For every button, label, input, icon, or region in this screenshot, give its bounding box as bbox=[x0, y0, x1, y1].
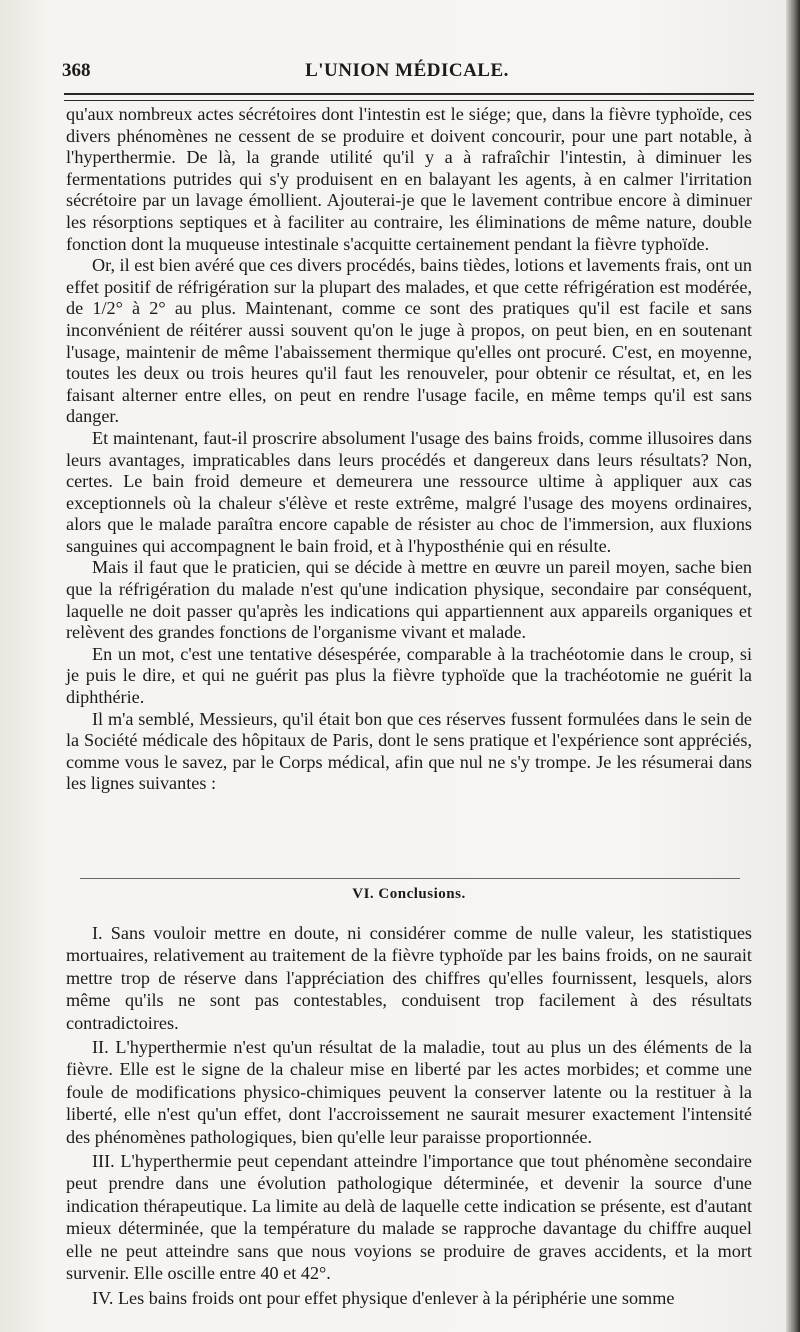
conclusion-item: II. L'hyperthermie n'est qu'un résultat de la maladie, tout au plus un des éléments de la fièvre. Elle est le signe de la chaleur mise en liberté par les actes morbides; et comme une foule de modifications physico-chimiques peuvent la conserver latente ou la restituer à la liberté, elle n'est qu'un effet, dont l'accroissement ne saurait mesurer exactement l'intensité des phénomènes pathologiques, bien qu'elle leur paraisse proportionnée. bbox=[66, 1037, 752, 1147]
paragraph: En un mot, c'est une tentative désespérée, comparable à la trachéotomie dans le croup, si je puis le dire, et qui ne guérit pas plus la fièvre typhoïde que la trachéotomie ne guérit la diphthérie. bbox=[66, 643, 752, 708]
page-header bbox=[62, 58, 752, 88]
header-rule bbox=[64, 93, 754, 95]
paragraph: qu'aux nombreux actes sécrétoires dont l'intestin est le siége; que, dans la fièvre typhoïde, ces divers phénomènes ne cessent de se produire et doivent concourir, pour une part notable, à l'hyperthermie. De là, la grande utilité qu'il y a à rafraîchir l'intestin, à diminuer les fermentations putrides qui s'y produisent en en balayant les agents, à en calmer l'irritation sécrétoire par un lavage émollient. Ajouterai-je que le lavement contribue encore à diminuer les résorptions septiques et à faciliter au contraire, les éliminations de même nature, double fonction dont la muqueuse intestinale s'acquitte certainement pendant la fièvre typhoïde. bbox=[66, 104, 752, 254]
paragraph: Et maintenant, faut-il proscrire absolument l'usage des bains froids, comme illusoires dans leurs avantages, impraticables dans leurs procédés et dangereux dans leurs résultats? Non, certes. Le bain froid demeure et demeurera une ressource ultime à appliquer aux cas exceptionnels où la chaleur s'élève et reste extrême, malgré l'usage des moyens ordinaires, alors que le malade paraîtra encore capable de résister au choc de l'immersion, aux fluxions sanguines qui accompagnent le bain froid, et à l'hyposthénie qui en résulte. bbox=[66, 427, 752, 556]
paragraph: Or, il est bien avéré que ces divers procédés, bains tièdes, lotions et lavements frais, ont un effet positif de réfrigération sur la plupart des malades, et que cette réfrigération est modérée, de 1/2° à 2° au plus. Maintenant, comme ce sont des pratiques qu'il est facile et sans inconvénient de réitérer aussi souvent qu'on le juge à propos, on peut bien, en en soutenant l'usage, maintenir de même l'abaissement thermique qu'elles ont procuré. C'est, en moyenne, toutes les deux ou trois heures qu'il faut les renouveler, pour obtenir ce résultat, et, en les faisant alterner entre elles, on peut en rendre l'usage facile, en même temps qu'il est sans danger. bbox=[66, 255, 752, 427]
conclusion-item: III. L'hyperthermie peut cependant atteindre l'importance que tout phénomène secondaire peut prendre dans une évolution pathologique déterminée, et devenir la source d'une indication thérapeutique. La limite au delà de laquelle cette indication se présente, est d'autant mieux déterminée, que la température du malade se rapproche davantage du chiffre auquel elle ne peut atteindre sans que nous voyions se produire de graves accidents, et la mort survenir. Elle oscille entre 40 et 42°. bbox=[66, 1151, 752, 1284]
running-title: L'UNION MÉDICALE. bbox=[305, 60, 509, 81]
page-edge-shadow bbox=[786, 0, 800, 1332]
conclusions-list bbox=[66, 922, 752, 1311]
paragraph: Il m'a semblé, Messieurs, qu'il était bon que ces réserves fussent formulées dans le sein de la Société médicale des hôpitaux de Paris, dont le sens pratique et l'expérience sont appréciés, comme vous le savez, par le Corps médical, afin que nul ne s'y trompe. Je les résumerai dans les lignes suivantes : bbox=[66, 708, 752, 794]
paragraph: Mais il faut que le praticien, qui se décide à mettre en œuvre un pareil moyen, sache bien que la réfrigération du malade n'est qu'une indication physique, secondaire par conséquent, laquelle ne doit passer qu'après les indications qui appartiennent aux appareils organiques et relèvent des grandes fonctions de l'organisme vivant et malade. bbox=[66, 557, 752, 643]
conclusion-item: IV. Les bains froids ont pour effet physique d'enlever à la périphérie une somme bbox=[92, 1287, 675, 1308]
section-divider bbox=[80, 878, 740, 879]
page-number: 368 bbox=[62, 60, 91, 81]
body-text bbox=[66, 104, 752, 795]
header-rule-thin bbox=[64, 100, 754, 101]
section-title: VI. Conclusions. bbox=[352, 886, 466, 902]
conclusion-item: I. Sans vouloir mettre en doute, ni considérer comme de nulle valeur, les statistiques mortuaires, relativement au traitement de la fièvre typhoïde par les bains froids, on ne saurait mettre trop de réserve dans l'appréciation des chiffres qu'elles fournissent, lesquels, alors même qu'ils ne sont pas contestables, conduisent trop facilement à des résultats contradictoires. bbox=[66, 923, 752, 1033]
